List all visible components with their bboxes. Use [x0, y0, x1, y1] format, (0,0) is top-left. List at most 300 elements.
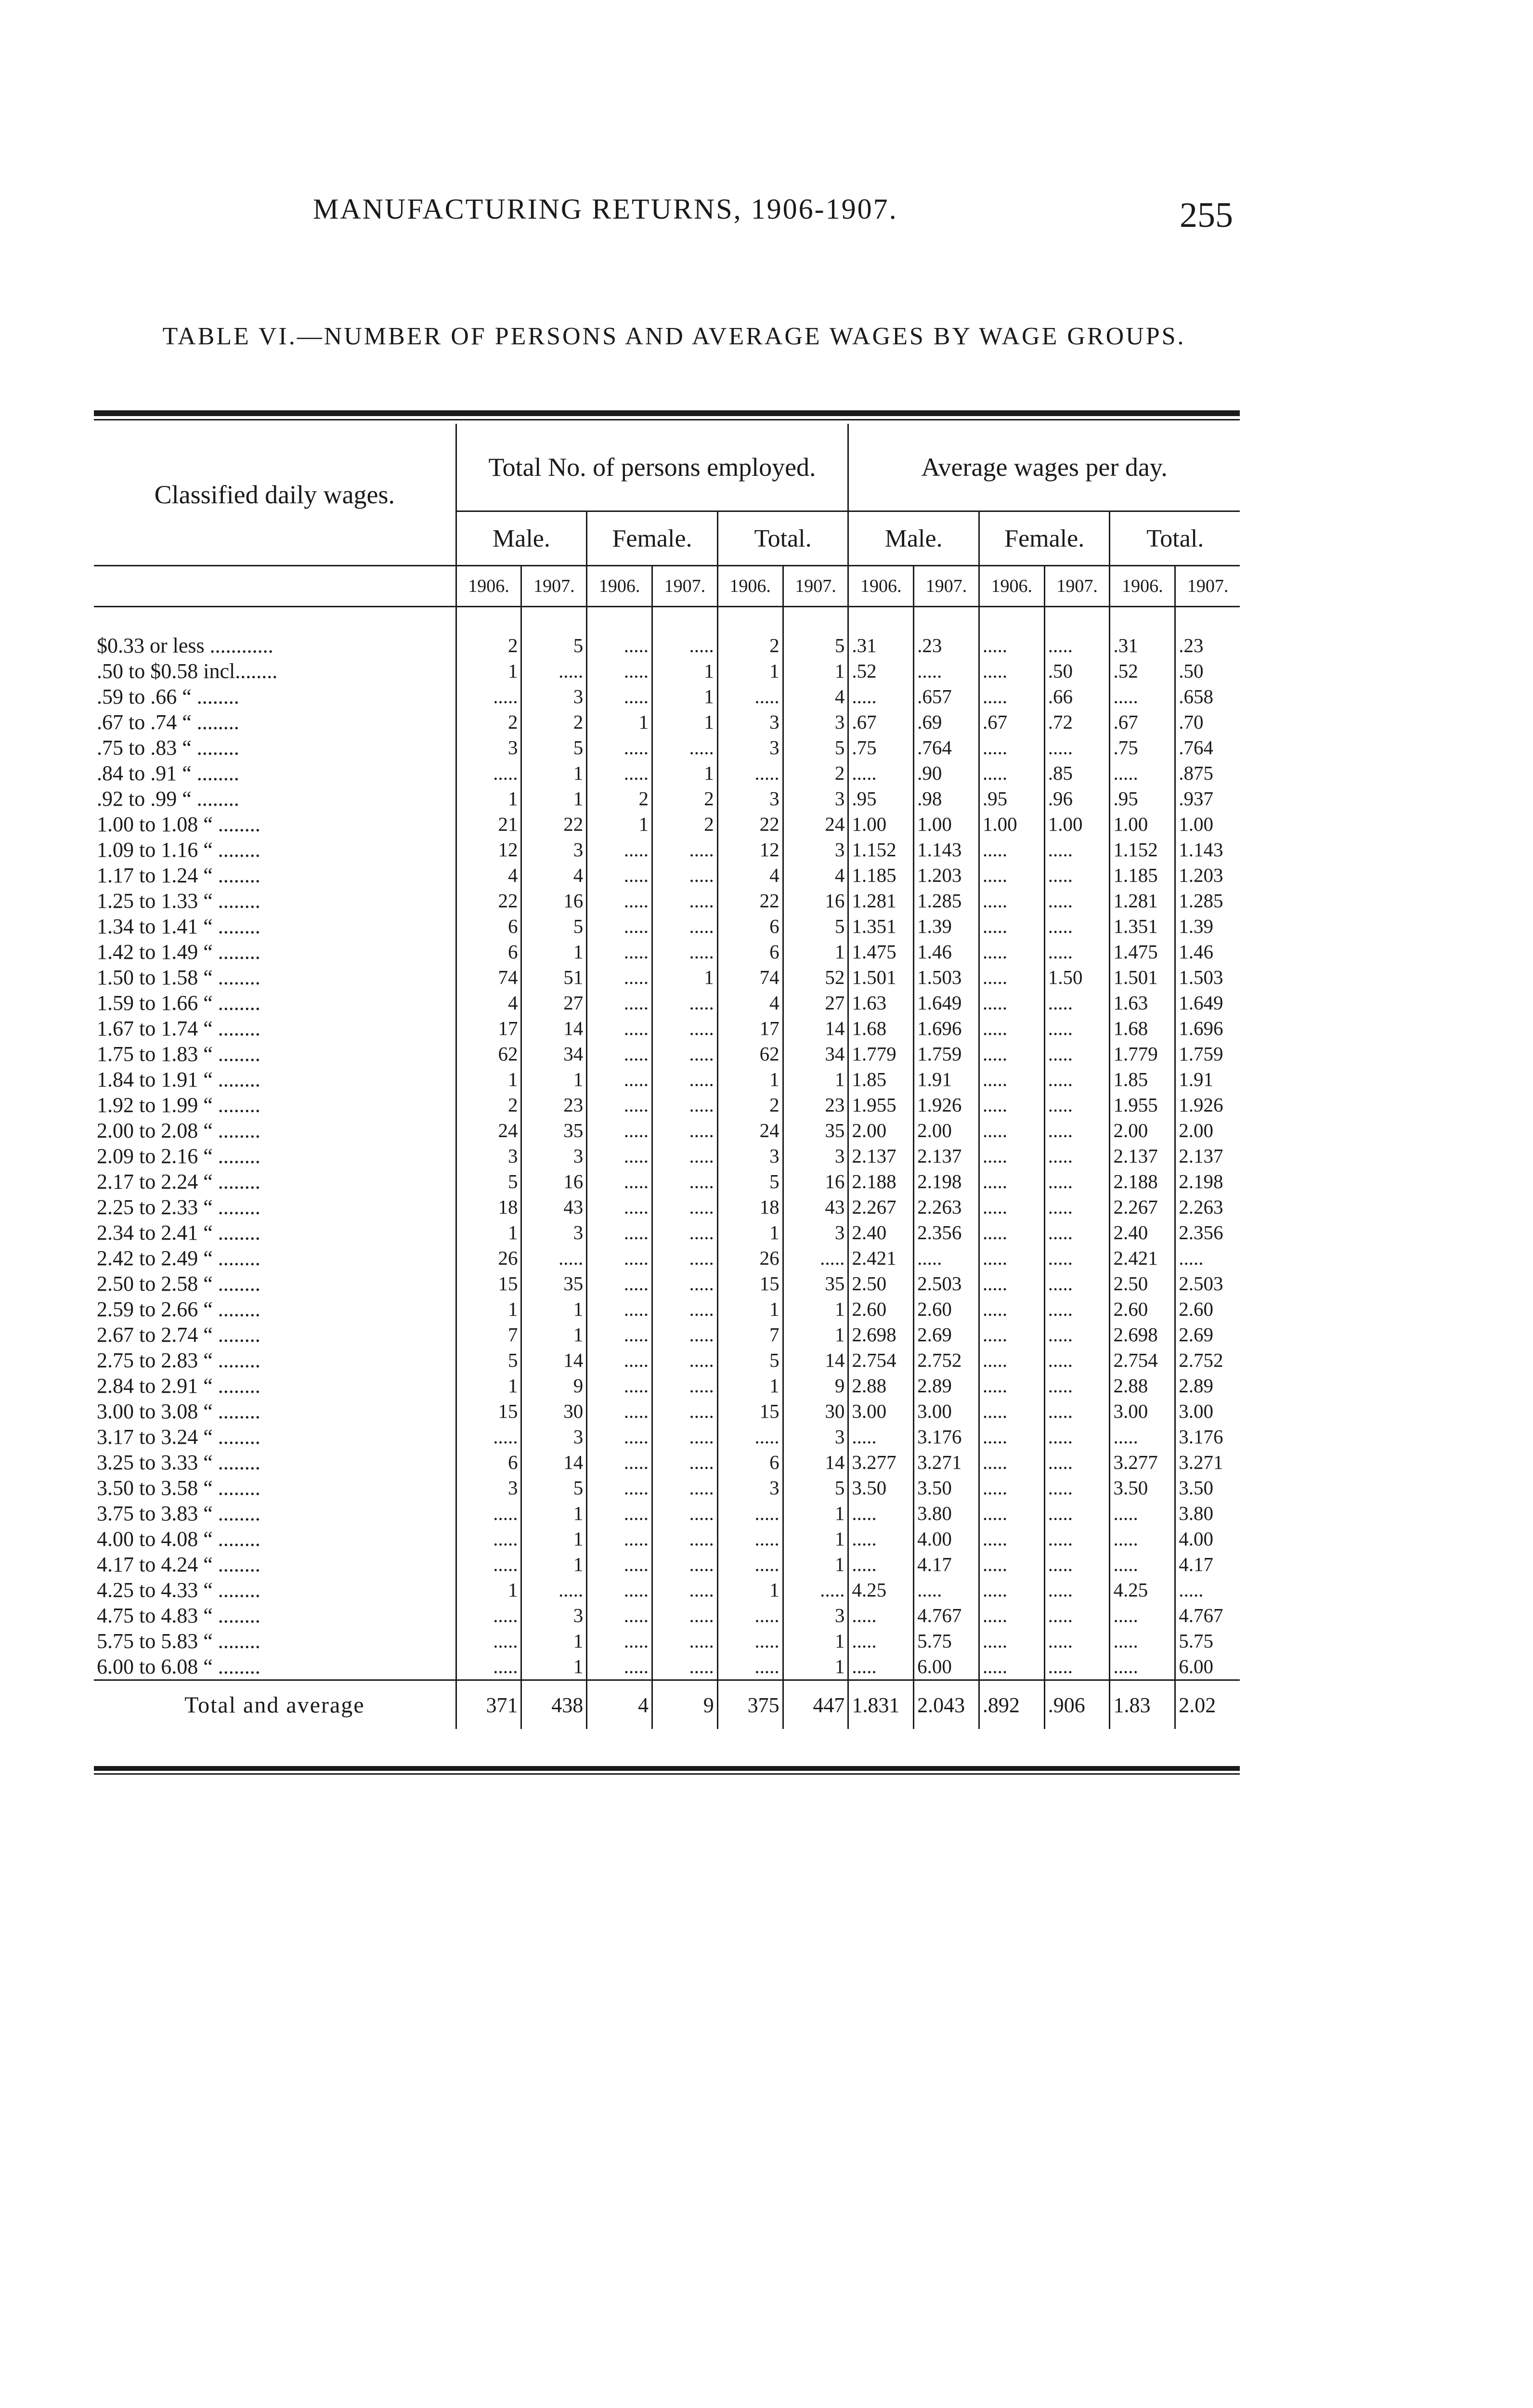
table-cell: ..... [521, 658, 587, 684]
table-cell: 6 [456, 1450, 521, 1475]
table-cell: 74 [456, 965, 521, 990]
table-cell: ..... [717, 1526, 783, 1552]
table-cell: 1 [652, 709, 718, 735]
wage-group-label: 4.00 to 4.08 “ ........ [97, 1527, 260, 1551]
table-cell: 1 [521, 760, 587, 786]
table-cell: ..... [1110, 684, 1175, 709]
table-cell: 1 [652, 965, 718, 990]
wage-group-label: 2.50 to 2.58 “ ........ [97, 1272, 260, 1296]
table-cell: ..... [979, 1424, 1044, 1450]
table-cell: 1 [587, 811, 652, 837]
table-cell: 4 [783, 863, 848, 888]
table-cell: 1 [717, 658, 783, 684]
table-row [94, 837, 1240, 863]
table-cell: ..... [652, 1552, 718, 1577]
wage-group-label: 2.75 to 2.83 “ ........ [97, 1348, 260, 1372]
table-cell: 1 [456, 1577, 521, 1603]
table-cell: 2.267 [1110, 1194, 1175, 1220]
table-cell: 2.356 [1175, 1220, 1240, 1245]
table-row [94, 939, 1240, 965]
table-row [94, 1322, 1240, 1348]
table-cell: 2 [652, 786, 718, 811]
table-cell: ..... [587, 1654, 652, 1680]
table-cell: ..... [587, 1271, 652, 1296]
table-cell: ..... [587, 1526, 652, 1552]
table-cell: ..... [652, 1016, 718, 1041]
table-cell: ..... [848, 1501, 914, 1526]
table-cell: ..... [848, 1552, 914, 1577]
table-cell: .764 [1175, 735, 1240, 760]
table-cell: 1.143 [1175, 837, 1240, 863]
table-cell: ..... [848, 1526, 914, 1552]
table-cell: 1.779 [848, 1041, 914, 1067]
table-cell: 1.503 [1175, 965, 1240, 990]
table-row [94, 1577, 1240, 1603]
table-cell: 1.185 [848, 863, 914, 888]
table-cell: ..... [652, 1348, 718, 1373]
table-cell: 1 [521, 1526, 587, 1552]
table-cell: 1.203 [914, 863, 979, 888]
table-cell: 43 [521, 1194, 587, 1220]
table-row [94, 1067, 1240, 1092]
table-cell: .31 [1110, 633, 1175, 658]
total-cell: 1.83 [1110, 1680, 1175, 1729]
table-cell: ..... [848, 1603, 914, 1628]
total-cell: .906 [1044, 1680, 1110, 1729]
table-cell: 2.50 [848, 1271, 914, 1296]
table-cell: ..... [1044, 1501, 1110, 1526]
persons-male-header: Male. [456, 511, 587, 566]
table-cell: .67 [848, 709, 914, 735]
total-cell: 2.043 [914, 1680, 979, 1729]
table-cell: 2.88 [1110, 1373, 1175, 1399]
table-cell: 2.198 [1175, 1169, 1240, 1194]
table-cell: ..... [587, 1424, 652, 1450]
table-cell: 3 [783, 1220, 848, 1245]
table-cell: ..... [587, 1092, 652, 1118]
table-cell: 16 [783, 1169, 848, 1194]
table-row [94, 1220, 1240, 1245]
table-cell: ..... [652, 1118, 718, 1143]
table-cell: 1 [521, 1628, 587, 1654]
table-cell: ..... [652, 1501, 718, 1526]
table-cell: ..... [652, 914, 718, 939]
table-row [94, 1475, 1240, 1501]
table-row [94, 1016, 1240, 1041]
table-cell: 24 [783, 811, 848, 837]
wage-group-label: 1.67 to 1.74 “ ........ [97, 1017, 260, 1040]
running-head: MANUFACTURING RETURNS, 1906-1907. [313, 193, 898, 225]
table-cell: 3.271 [1175, 1450, 1240, 1475]
table-cell: ..... [979, 1526, 1044, 1552]
table-cell: ..... [979, 888, 1044, 914]
table-cell: 2.188 [848, 1169, 914, 1194]
table-cell: .75 [848, 735, 914, 760]
table-cell: 1.759 [1175, 1041, 1240, 1067]
table-cell: ..... [652, 1475, 718, 1501]
table-cell: 4.17 [1175, 1552, 1240, 1577]
table-cell: 4 [717, 990, 783, 1016]
table-cell: ..... [979, 1654, 1044, 1680]
table-row [94, 1194, 1240, 1220]
table-cell: 1.649 [914, 990, 979, 1016]
table-cell: ..... [652, 1628, 718, 1654]
table-cell: ..... [979, 1296, 1044, 1322]
table-cell: 15 [717, 1271, 783, 1296]
table-cell: 35 [521, 1271, 587, 1296]
table-cell: ..... [1044, 1041, 1110, 1067]
table-cell: 1 [521, 939, 587, 965]
table-cell: 43 [783, 1194, 848, 1220]
table-cell: ..... [652, 1654, 718, 1680]
table-row [94, 1399, 1240, 1424]
table-cell: ..... [914, 1577, 979, 1603]
table-cell: ..... [587, 633, 652, 658]
table-cell: 3.00 [1175, 1399, 1240, 1424]
table-cell: ..... [979, 1118, 1044, 1143]
table-cell: 1.203 [1175, 863, 1240, 888]
table-cell: 2 [717, 1092, 783, 1118]
table-cell: 1.152 [848, 837, 914, 863]
table-cell: 9 [783, 1373, 848, 1399]
table-row [94, 1271, 1240, 1296]
top-rule [94, 410, 1240, 416]
table-cell: 2.137 [914, 1143, 979, 1169]
wage-group-label: 2.59 to 2.66 “ ........ [97, 1297, 260, 1321]
table-cell: ..... [1044, 1628, 1110, 1654]
table-cell: 1 [783, 1067, 848, 1092]
table-cell: 6.00 [1175, 1654, 1240, 1680]
table-cell: 1 [783, 1552, 848, 1577]
table-cell: 4 [456, 863, 521, 888]
table-cell: ..... [1044, 1475, 1110, 1501]
table-cell: 2.00 [1175, 1118, 1240, 1143]
table-row [94, 965, 1240, 990]
table-cell: 1 [717, 1373, 783, 1399]
table-cell: ..... [979, 990, 1044, 1016]
table-cell: 2.698 [1110, 1322, 1175, 1348]
table-cell: ..... [914, 658, 979, 684]
table-row [94, 888, 1240, 914]
table-cell: ..... [652, 1424, 718, 1450]
table-cell: .23 [914, 633, 979, 658]
table-cell: 4 [456, 990, 521, 1016]
table-cell: 62 [456, 1041, 521, 1067]
table-cell: 22 [717, 811, 783, 837]
table-cell: ..... [1044, 1526, 1110, 1552]
table-cell: 1.68 [1110, 1016, 1175, 1041]
table-row [94, 811, 1240, 837]
table-cell: 35 [521, 1118, 587, 1143]
table-cell: 1 [521, 1654, 587, 1680]
wages-total-header: Total. [1110, 511, 1240, 566]
wage-group-label: 1.34 to 1.41 “ ........ [97, 915, 260, 938]
year-header: 1906. [979, 566, 1044, 607]
table-cell: 4.767 [1175, 1603, 1240, 1628]
stub-header: Classified daily wages. [94, 424, 456, 566]
table-cell: 3 [717, 709, 783, 735]
table-cell: ..... [979, 1552, 1044, 1577]
table-cell: 2.60 [848, 1296, 914, 1322]
table-cell: ..... [783, 1245, 848, 1271]
table-cell: 2 [456, 633, 521, 658]
table-cell: ..... [587, 1373, 652, 1399]
table-cell: 5 [521, 735, 587, 760]
table-cell: 24 [717, 1118, 783, 1143]
table-cell: 1.779 [1110, 1041, 1175, 1067]
table-row [94, 1092, 1240, 1118]
table-cell: ..... [521, 1577, 587, 1603]
table-row [94, 760, 1240, 786]
table-cell: 3 [783, 1143, 848, 1169]
wage-group-label: 2.25 to 2.33 “ ........ [97, 1195, 260, 1219]
table-cell: 2.137 [1110, 1143, 1175, 1169]
table-cell: 3.80 [1175, 1501, 1240, 1526]
table-cell: 1 [783, 1654, 848, 1680]
total-row [94, 1680, 1240, 1729]
table-cell: 16 [521, 1169, 587, 1194]
table-row [94, 1628, 1240, 1654]
table-cell: 1.351 [1110, 914, 1175, 939]
table-cell: 4 [717, 863, 783, 888]
wage-group-label: 4.75 to 4.83 “ ........ [97, 1604, 260, 1627]
table-row [94, 1501, 1240, 1526]
table-cell: .67 [979, 709, 1044, 735]
table-cell: 2.137 [1175, 1143, 1240, 1169]
table-cell: 5 [456, 1348, 521, 1373]
table-cell: 1 [652, 684, 718, 709]
table-cell: ..... [979, 914, 1044, 939]
table-cell: ..... [652, 1194, 718, 1220]
wage-group-label: 1.84 to 1.91 “ ........ [97, 1068, 260, 1091]
table-cell: ..... [1044, 1067, 1110, 1092]
table-cell: ..... [979, 939, 1044, 965]
table-cell: 3.176 [914, 1424, 979, 1450]
table-cell: 5 [521, 1475, 587, 1501]
table-cell: 15 [456, 1399, 521, 1424]
table-cell: ..... [979, 1450, 1044, 1475]
table-cell: 9 [521, 1373, 587, 1399]
table-cell: ..... [783, 1577, 848, 1603]
table-cell: .52 [848, 658, 914, 684]
table-cell: ..... [587, 1169, 652, 1194]
table-cell: ..... [1110, 760, 1175, 786]
table-cell: ..... [587, 684, 652, 709]
table-cell: 2.60 [1110, 1296, 1175, 1322]
spacer-row [94, 607, 1240, 633]
wage-group-label: 2.17 to 2.24 “ ........ [97, 1170, 260, 1193]
table-row [94, 1450, 1240, 1475]
table-cell: 1.649 [1175, 990, 1240, 1016]
table-cell: ..... [587, 1501, 652, 1526]
table-cell: 2.89 [914, 1373, 979, 1399]
table-cell: 2.69 [1175, 1322, 1240, 1348]
table-cell: 2.421 [848, 1245, 914, 1271]
table-cell: 3 [521, 1220, 587, 1245]
table-row [94, 1552, 1240, 1577]
table-cell: 1.68 [848, 1016, 914, 1041]
table-cell: .67 [1110, 709, 1175, 735]
table-cell: 1 [521, 1296, 587, 1322]
table-cell: 14 [521, 1348, 587, 1373]
table-cell: 3 [783, 786, 848, 811]
table-cell: 3 [783, 1603, 848, 1628]
wage-group-label: 2.00 to 2.08 “ ........ [97, 1119, 260, 1142]
table-cell: ..... [979, 1501, 1044, 1526]
table-cell: ..... [1044, 1450, 1110, 1475]
table-cell: ..... [1044, 735, 1110, 760]
table-cell: 1.281 [848, 888, 914, 914]
table-row [94, 709, 1240, 735]
table-cell: 2 [456, 709, 521, 735]
table-cell: 1 [783, 1296, 848, 1322]
wage-group-label: 2.34 to 2.41 “ ........ [97, 1221, 260, 1244]
table-cell: 1.503 [914, 965, 979, 990]
wages-group-header: Average wages per day. [848, 424, 1240, 511]
table-cell: 2.50 [1110, 1271, 1175, 1296]
table-cell: 1.955 [1110, 1092, 1175, 1118]
table-row [94, 1526, 1240, 1552]
table-cell: 5.75 [914, 1628, 979, 1654]
table-cell: ..... [1044, 1424, 1110, 1450]
table-cell: 17 [456, 1016, 521, 1041]
table-cell: 2.503 [914, 1271, 979, 1296]
table-row [94, 1654, 1240, 1680]
table-cell: ..... [1044, 1169, 1110, 1194]
table-row [94, 1143, 1240, 1169]
table-cell: ..... [652, 888, 718, 914]
table-cell: .50 [1044, 658, 1110, 684]
table-cell: 1.475 [1110, 939, 1175, 965]
table-cell: 1.91 [914, 1067, 979, 1092]
table-cell: 23 [521, 1092, 587, 1118]
table-cell: 3.00 [914, 1399, 979, 1424]
table-cell: 52 [783, 965, 848, 990]
table-row [94, 1603, 1240, 1628]
table-cell: 24 [456, 1118, 521, 1143]
wage-group-label: .50 to $0.58 incl........ [97, 659, 278, 683]
table-cell: 1.926 [914, 1092, 979, 1118]
table-cell: ..... [1044, 1348, 1110, 1373]
table-cell: ..... [587, 1577, 652, 1603]
table-cell: 1 [521, 1552, 587, 1577]
table-cell: ..... [587, 837, 652, 863]
table-cell: ..... [587, 1450, 652, 1475]
table-cell: ..... [652, 1143, 718, 1169]
wage-group-label: .92 to .99 “ ........ [97, 787, 239, 811]
table-cell: 1.00 [1175, 811, 1240, 837]
table-cell: ..... [717, 1603, 783, 1628]
year-header: 1907. [914, 566, 979, 607]
table-cell: 5 [521, 633, 587, 658]
table-cell: 3 [521, 1424, 587, 1450]
table-cell: 1 [456, 786, 521, 811]
wage-groups-table [94, 424, 1240, 1729]
wage-group-label: .59 to .66 “ ........ [97, 685, 239, 708]
table-cell: ..... [979, 863, 1044, 888]
table-cell: 1 [717, 1220, 783, 1245]
table-cell: .95 [1110, 786, 1175, 811]
table-cell: 18 [717, 1194, 783, 1220]
stub-year-blank [94, 566, 456, 607]
table-cell: .66 [1044, 684, 1110, 709]
table-cell: 1 [521, 1322, 587, 1348]
table-cell: ..... [1044, 1552, 1110, 1577]
table-cell: 1 [521, 786, 587, 811]
table-row [94, 1373, 1240, 1399]
table-cell: ..... [848, 760, 914, 786]
table-cell: 1.351 [848, 914, 914, 939]
table-cell: ..... [979, 1373, 1044, 1399]
table-cell: 2 [652, 811, 718, 837]
table-cell: ..... [652, 1092, 718, 1118]
table-cell: 1.63 [1110, 990, 1175, 1016]
wage-group-label: 1.75 to 1.83 “ ........ [97, 1042, 260, 1066]
table-cell: 7 [456, 1322, 521, 1348]
table-cell: .95 [979, 786, 1044, 811]
table-cell: 2.40 [1110, 1220, 1175, 1245]
table-cell: ..... [587, 735, 652, 760]
table-cell: 1.00 [848, 811, 914, 837]
table-cell: ..... [1044, 837, 1110, 863]
table-cell: 3 [783, 709, 848, 735]
table-cell: 1.696 [914, 1016, 979, 1041]
table-cell: 1 [456, 1373, 521, 1399]
table-cell: ..... [587, 1118, 652, 1143]
table-cell: 1.955 [848, 1092, 914, 1118]
table-cell: ..... [652, 1041, 718, 1067]
table-cell: .98 [914, 786, 979, 811]
table-cell: ..... [848, 1628, 914, 1654]
year-header: 1907. [521, 566, 587, 607]
wage-group-label: 1.50 to 1.58 “ ........ [97, 966, 260, 989]
table-row [94, 684, 1240, 709]
table-cell: ..... [456, 684, 521, 709]
table-cell: ..... [1044, 1118, 1110, 1143]
table-cell: .31 [848, 633, 914, 658]
table-cell: ..... [652, 1373, 718, 1399]
table-cell: 5 [717, 1348, 783, 1373]
table-cell: 3 [456, 735, 521, 760]
table-cell: ..... [979, 1220, 1044, 1245]
table-cell: ..... [1110, 1526, 1175, 1552]
table-cell: ..... [652, 1169, 718, 1194]
table-cell: 4 [783, 684, 848, 709]
table-cell: 1.926 [1175, 1092, 1240, 1118]
wages-female-header: Female. [979, 511, 1110, 566]
table-cell: ..... [1175, 1577, 1240, 1603]
total-cell: 9 [652, 1680, 718, 1729]
table-cell: ..... [456, 1552, 521, 1577]
table-cell: 1.85 [1110, 1067, 1175, 1092]
table-cell: 1 [521, 1501, 587, 1526]
table-cell: ..... [979, 1092, 1044, 1118]
table-cell: ..... [717, 760, 783, 786]
table-cell: 4.17 [914, 1552, 979, 1577]
table-cell: .85 [1044, 760, 1110, 786]
table-cell: 1.39 [1175, 914, 1240, 939]
table-cell: .90 [914, 760, 979, 786]
table-cell: ..... [979, 965, 1044, 990]
wage-group-label: 1.42 to 1.49 “ ........ [97, 940, 260, 964]
table-cell: 2.198 [914, 1169, 979, 1194]
table-cell: 1.46 [1175, 939, 1240, 965]
table-cell: 22 [717, 888, 783, 914]
table-cell: 3 [521, 684, 587, 709]
table-cell: ..... [652, 939, 718, 965]
table-cell: 1.281 [1110, 888, 1175, 914]
wage-group-label: 3.50 to 3.58 “ ........ [97, 1476, 260, 1500]
